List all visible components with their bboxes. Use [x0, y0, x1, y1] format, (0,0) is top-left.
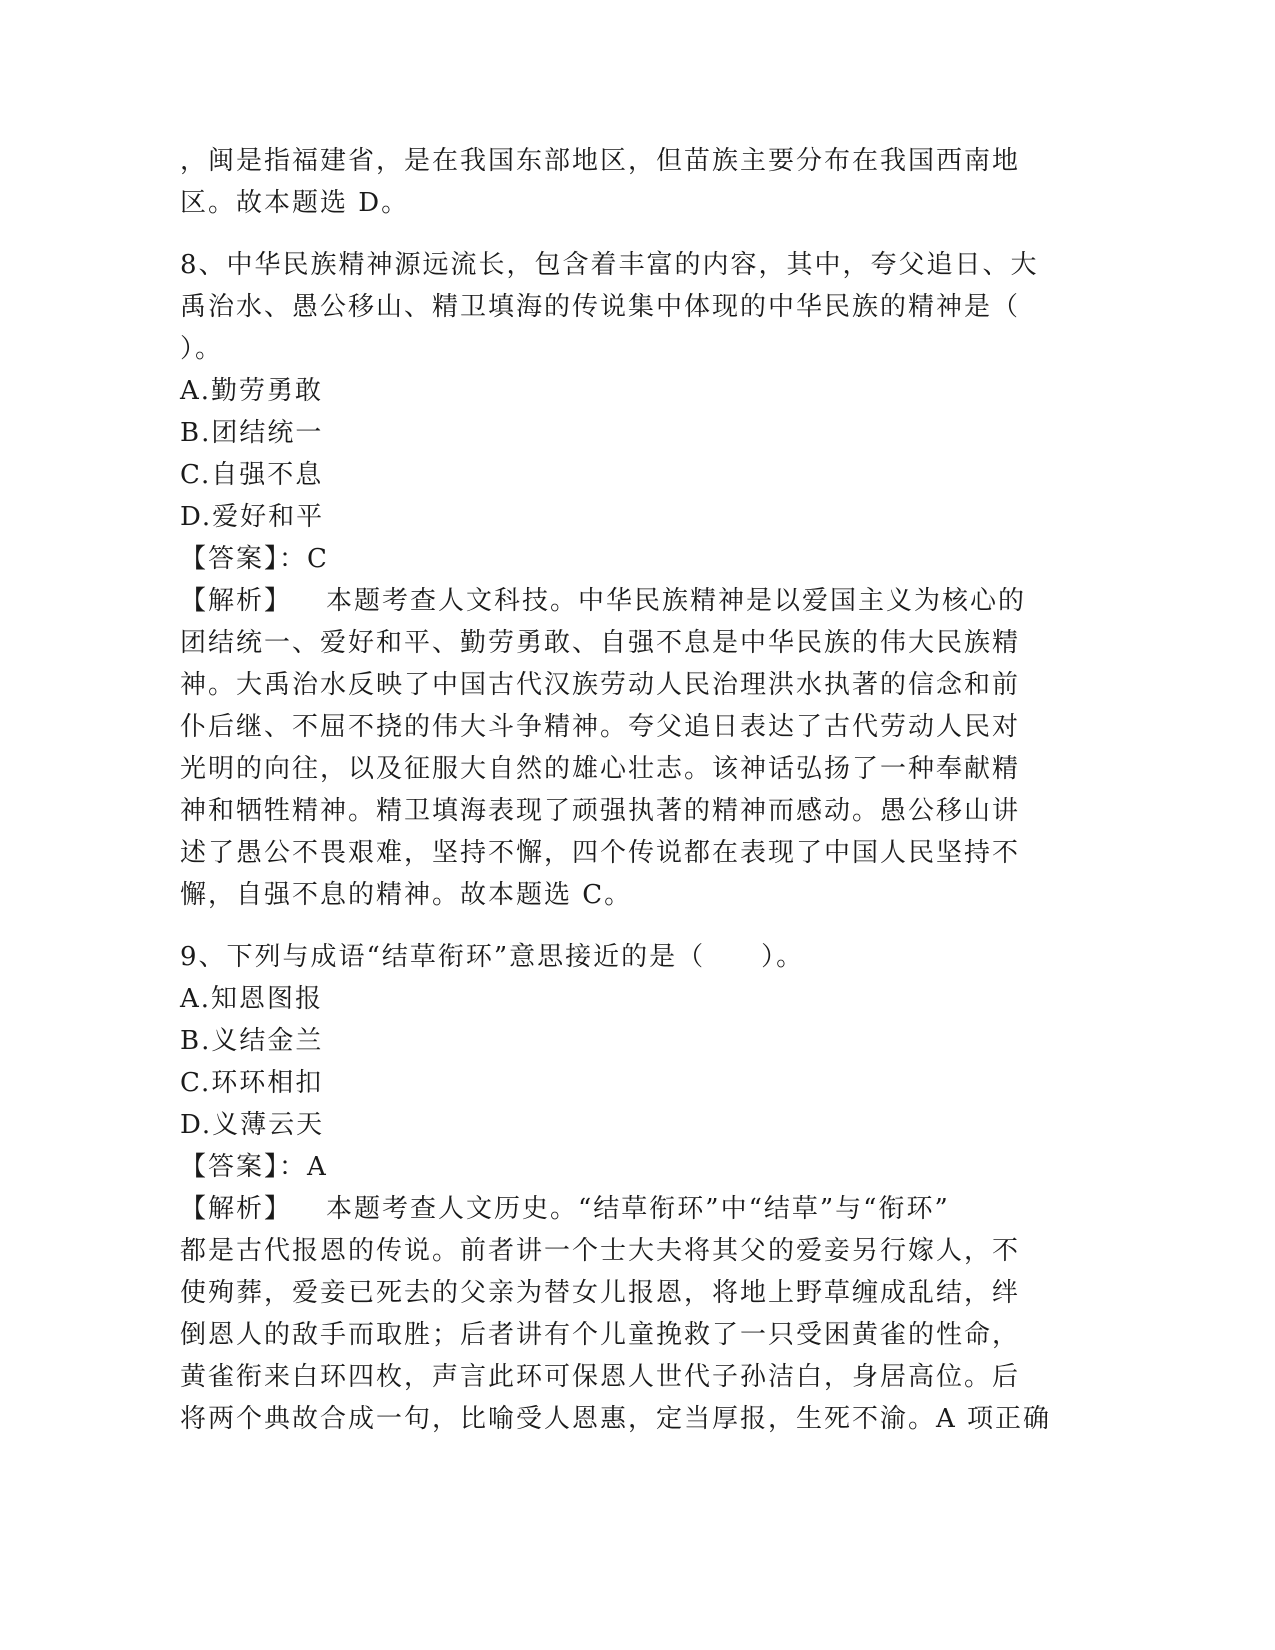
analysis-text-line: 都是古代报恩的传说。前者讲一个士大夫将其父的爱妾另行嫁人，不 — [180, 1236, 1021, 1266]
analysis-text-line: 光明的向往，以及征服大自然的雄心壮志。该神话弘扬了一种奉献精 — [180, 754, 1021, 784]
question-9 — [180, 936, 1080, 1440]
analysis-label: 【解析】 — [180, 586, 293, 616]
analysis-text: 本题考查人文历史。“结草衔环”中“结草”与“衔环” — [326, 1194, 950, 1224]
analysis-text-line: 团结统一、爱好和平、勤劳勇敢、自强不息是中华民族的伟大民族精 — [180, 628, 1021, 658]
analysis-text-line: 神和牺牲精神。精卫填海表现了顽强执著的精神而感动。愚公移山讲 — [180, 796, 1021, 826]
analysis-text-line: 仆后继、不屈不挠的伟大斗争精神。夸父追日表达了古代劳动人民对 — [180, 712, 1021, 742]
option-c: C.环环相扣 — [180, 1068, 324, 1098]
analysis-line — [180, 1188, 1080, 1230]
option-a: A.勤劳勇敢 — [180, 376, 324, 406]
text-line: 区。故本题选 D。 — [180, 188, 410, 218]
option-c: C.自强不息 — [180, 460, 324, 490]
analysis-text-line: 倒恩人的敌手而取胜；后者讲有个儿童挽救了一只受困黄雀的性命， — [180, 1320, 1021, 1350]
question-text-line: 禹治水、愚公移山、精卫填海的传说集中体现的中华民族的精神是（ — [180, 292, 1021, 322]
analysis-line — [180, 580, 1080, 622]
previous-analysis-continuation — [180, 140, 1080, 224]
question-text-line: 8、中华民族精神源远流长，包含着丰富的内容，其中，夸父追日、大 — [180, 250, 1039, 280]
analysis-text-line: 使殉葬，爱妾已死去的父亲为替女儿报恩，将地上野草缠成乱结，绊 — [180, 1278, 1021, 1308]
answer-value: A — [307, 1152, 328, 1182]
option-d: D.义薄云天 — [180, 1110, 325, 1140]
option-b: B.团结统一 — [180, 418, 324, 448]
option-b: B.义结金兰 — [180, 1026, 324, 1056]
answer-line — [180, 538, 1080, 580]
option-a: A.知恩图报 — [180, 984, 324, 1014]
question-text-line: 9、下列与成语“结草衔环”意思接近的是（ ）。 — [180, 942, 805, 972]
analysis-text-line: 懈，自强不息的精神。故本题选 C。 — [180, 880, 633, 910]
document-page — [180, 140, 1080, 1440]
text-line: ，闽是指福建省，是在我国东部地区，但苗族主要分布在我国西南地 — [180, 146, 1021, 176]
answer-value: C — [307, 544, 329, 574]
question-8 — [180, 244, 1080, 916]
option-d: D.爱好和平 — [180, 502, 325, 532]
analysis-label: 【解析】 — [180, 1194, 293, 1224]
analysis-text-line: 神。大禹治水反映了中国古代汉族劳动人民治理洪水执著的信念和前 — [180, 670, 1021, 700]
analysis-text-line: 黄雀衔来白环四枚，声言此环可保恩人世代子孙洁白，身居高位。后 — [180, 1362, 1021, 1392]
answer-label: 【答案】： — [180, 1152, 308, 1182]
question-text-line: ）。 — [180, 334, 224, 364]
answer-label: 【答案】： — [180, 544, 308, 574]
answer-line — [180, 1146, 1080, 1188]
analysis-text-line: 将两个典故合成一句，比喻受人恩惠，定当厚报，生死不渝。A 项正确 — [180, 1404, 1052, 1434]
analysis-text: 本题考查人文科技。中华民族精神是以爱国主义为核心的 — [326, 586, 1027, 616]
analysis-text-line: 述了愚公不畏艰难，坚持不懈，四个传说都在表现了中国人民坚持不 — [180, 838, 1021, 868]
